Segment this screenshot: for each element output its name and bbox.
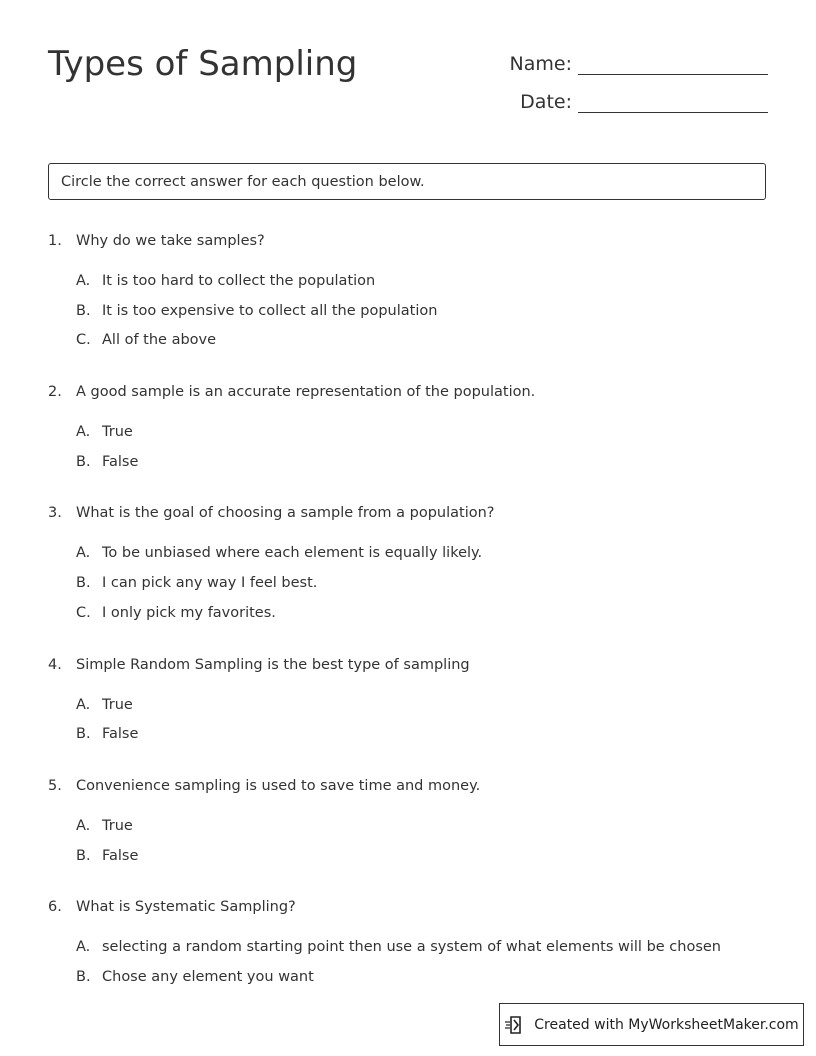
choice-letter: B. xyxy=(76,453,91,470)
question-text: Simple Random Sampling is the best type of sampling xyxy=(76,656,470,673)
choice-letter: A. xyxy=(76,939,91,956)
question-5 xyxy=(48,775,768,874)
date-label: Date: xyxy=(520,91,572,113)
answer-choice[interactable] xyxy=(48,542,768,572)
name-blank-line[interactable] xyxy=(578,52,768,75)
answer-choice[interactable] xyxy=(48,694,768,724)
question-6 xyxy=(48,896,768,995)
answer-choice[interactable] xyxy=(48,329,768,359)
question-text: What is Systematic Sampling? xyxy=(76,899,296,916)
answer-choice[interactable] xyxy=(48,936,768,966)
question-1 xyxy=(48,230,768,359)
name-label: Name: xyxy=(509,53,572,75)
choice-letter: C. xyxy=(76,604,91,621)
question-number: 2. xyxy=(48,384,62,401)
question-number: 3. xyxy=(48,505,62,522)
page-title: Types of Sampling xyxy=(48,44,358,84)
choice-text: All of the above xyxy=(102,332,217,349)
choice-letter: B. xyxy=(76,575,91,592)
answer-choice[interactable] xyxy=(48,270,768,300)
question-number: 6. xyxy=(48,899,62,916)
choice-letter: B. xyxy=(76,847,91,864)
footer-badge[interactable] xyxy=(499,1003,804,1046)
choice-text: True xyxy=(102,424,133,441)
choice-letter: A. xyxy=(76,424,91,441)
answer-choice[interactable] xyxy=(48,815,768,845)
question-text: Why do we take samples? xyxy=(76,233,265,249)
question-number: 4. xyxy=(48,656,62,673)
question-text: Convenience sampling is used to save time and money. xyxy=(76,777,481,794)
date-field xyxy=(520,90,768,113)
choice-text: Chose any element you want xyxy=(102,968,314,985)
choice-letter: A. xyxy=(76,273,91,289)
question-4 xyxy=(48,654,768,753)
choice-letter: B. xyxy=(76,968,91,985)
choice-letter: B. xyxy=(76,726,91,743)
name-field xyxy=(510,52,768,75)
choice-text: I can pick any way I feel best. xyxy=(102,575,318,592)
answer-choice[interactable] xyxy=(48,723,768,753)
choice-letter: C. xyxy=(76,332,91,349)
answer-choice[interactable] xyxy=(48,602,768,632)
worksheet-maker-logo-icon xyxy=(504,1014,526,1036)
answer-choice[interactable] xyxy=(48,421,768,451)
question-3 xyxy=(48,502,768,631)
choice-text: False xyxy=(102,847,139,864)
choice-text: It is too hard to collect the population xyxy=(102,273,376,289)
choice-letter: B. xyxy=(76,302,91,319)
question-2 xyxy=(48,381,768,480)
choice-letter: A. xyxy=(76,696,91,713)
choice-text: selecting a random starting point then use a system of what elements will be chosen xyxy=(102,939,721,956)
instructions-box: Circle the correct answer for each question below. xyxy=(48,163,766,200)
answer-choice[interactable] xyxy=(48,966,768,996)
choice-text: To be unbiased where each element is equally likely. xyxy=(102,545,483,562)
choice-letter: A. xyxy=(76,817,91,834)
choice-text: I only pick my favorites. xyxy=(102,604,276,621)
question-text: What is the goal of choosing a sample from a population? xyxy=(76,505,495,522)
date-blank-line[interactable] xyxy=(578,90,768,113)
choice-text: False xyxy=(102,726,139,743)
answer-choice[interactable] xyxy=(48,300,768,330)
choice-text: False xyxy=(102,453,139,470)
choice-letter: A. xyxy=(76,545,91,562)
question-text: A good sample is an accurate representation of the population. xyxy=(76,384,536,401)
choice-text: True xyxy=(102,817,133,834)
question-number: 1. xyxy=(48,233,62,249)
answer-choice[interactable] xyxy=(48,845,768,875)
answer-choice[interactable] xyxy=(48,451,768,481)
choice-text: True xyxy=(102,696,133,713)
answer-choice[interactable] xyxy=(48,572,768,602)
choice-text: It is too expensive to collect all the population xyxy=(102,302,438,319)
question-list xyxy=(48,230,768,1018)
footer-text: Created with MyWorksheetMaker.com xyxy=(534,1016,799,1033)
question-number: 5. xyxy=(48,777,62,794)
